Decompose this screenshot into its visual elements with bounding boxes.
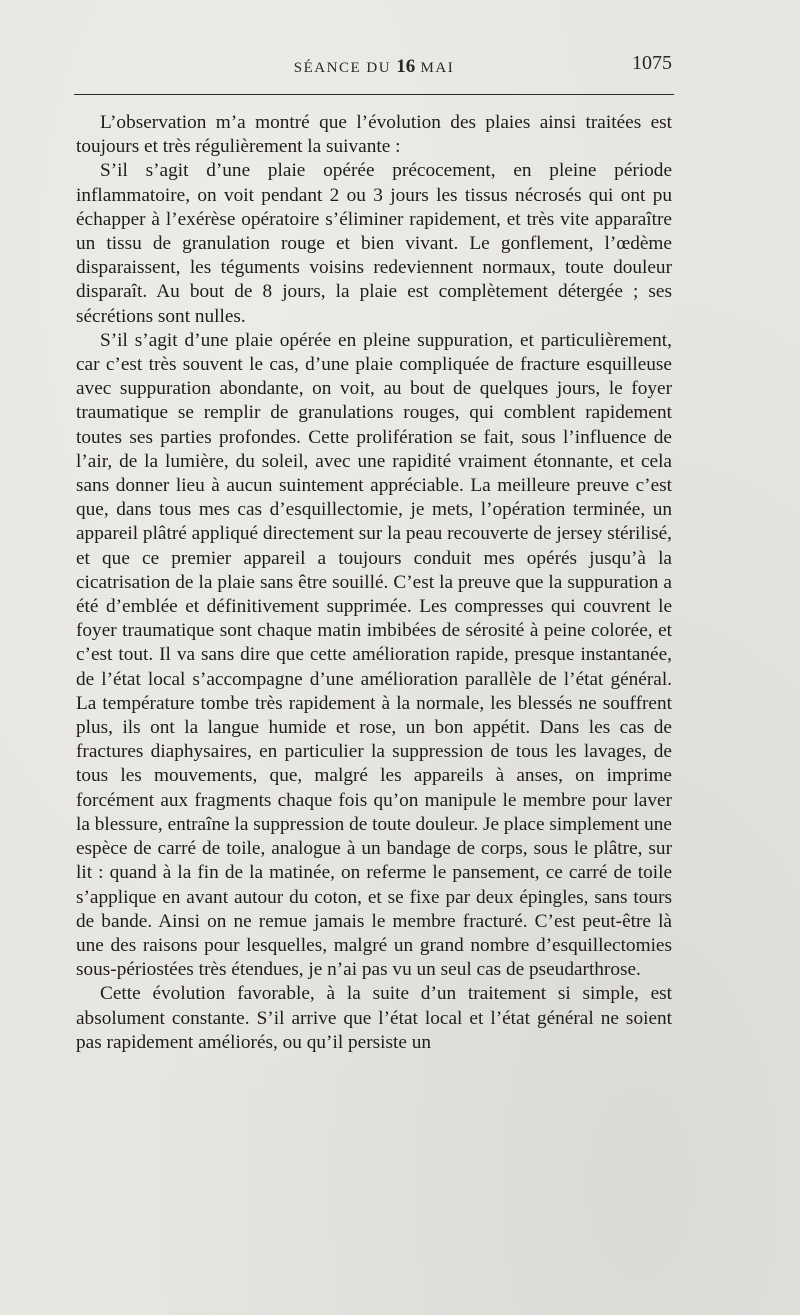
paragraph-4: Cette évolution favorable, à la suite d’un traitement si simple, est absolument constante. S’il arrive que l’état local et l’état général ne soient pas rapidement améliorés, ou qu’il persiste un (76, 983, 672, 1053)
running-title (76, 56, 672, 78)
paragraph-3: S’il s’agit d’une plaie opérée en pleine suppuration, et particulièrement, car c’est très souvent le cas, d’une plaie compliquée de fracture esquilleuse avec suppuration abondante, on voit, au bout de quelques jours, le foyer traumatique se remplir de granulations rouges, qui comblent rapidement toutes ses parties profondes. Cette prolifération se fait, sous l’influence de l’air, de la lumière, du soleil, avec une rapidité vraiment étonnante, et cela sans donner lieu à aucun suintement appréciable. La meilleure preuve c’est que, dans tous mes cas d’esquillectomie, je mets, l’opération terminée, un appareil plâtré appliqué directement sur la peau recouverte de jersey stérilisé, et que ce premier appareil a toujours conduit mes opérés jusqu’à la cicatrisation de la plaie sans être souillé. C’est la preuve que la suppuration a été d’emblée et définitivement supprimée. Les compresses qui couvrent le foyer traumatique sont chaque matin imbibées de sérosité à peine colorée, et c’est tout. Il va sans dire que cette amélioration rapide, presque instantanée, de l’état local s’accompagne d’une amélioration parallèle de l’état général. La température tombe très rapidement à la normale, les blessés ne souffrent plus, ils ont la langue humide et rose, un bon appétit. Dans les cas de fractures diaphysaires, en particulier la suppression de tous les lavages, de tous les mouvements, que, malgré les appareils à anses, on imprime forcément aux fragments chaque fois qu’on manipule le membre pour laver la blessure, entraîne la suppression de toute douleur. Je place simplement une espèce de carré de toile, analogue à un bandage de corps, sous le plâtre, sur lit : quand à la fin de la matinée, on referme le pansement, ce carré de toile s’applique en avant autour du coton, et se fixe par deux épingles, sans tours de bande. Ainsi on ne remue jamais le membre fracturé. C’est peut-être là une des raisons pour lesquelles, malgré un grand nombre d’esquillectomies sous-périostées très étendues, je n’ai pas vu un seul cas de pseudarthrose. (76, 329, 672, 981)
running-head (76, 52, 672, 80)
running-title-day: 16 (396, 56, 416, 77)
body-text (76, 111, 672, 1055)
header-rule (74, 94, 674, 95)
running-title-month: MAI (420, 60, 455, 76)
running-title-prefix: SÉANCE DU (293, 60, 392, 76)
page-number: 1075 (632, 52, 672, 74)
paragraph-1: L’observation m’a montré que l’évolution des plaies ainsi traitées est toujours et très régulièrement la suivante : (76, 112, 672, 158)
paragraph-2: S’il s’agit d’une plaie opérée précocement, en pleine période inflammatoire, on voit pendant 2 ou 3 jours les tissus nécrosés qui ont pu échapper à l’exérèse opératoire s’éliminer rapidement, et très vite apparaître un tissu de granulation rouge et bien vivant. Le gonflement, l’œdème disparaissent, les téguments voisins redeviennent normaux, toute douleur disparaît. Au bout de 8 jours, la plaie est complètement détergée ; ses sécrétions sont nulles. (76, 160, 672, 327)
